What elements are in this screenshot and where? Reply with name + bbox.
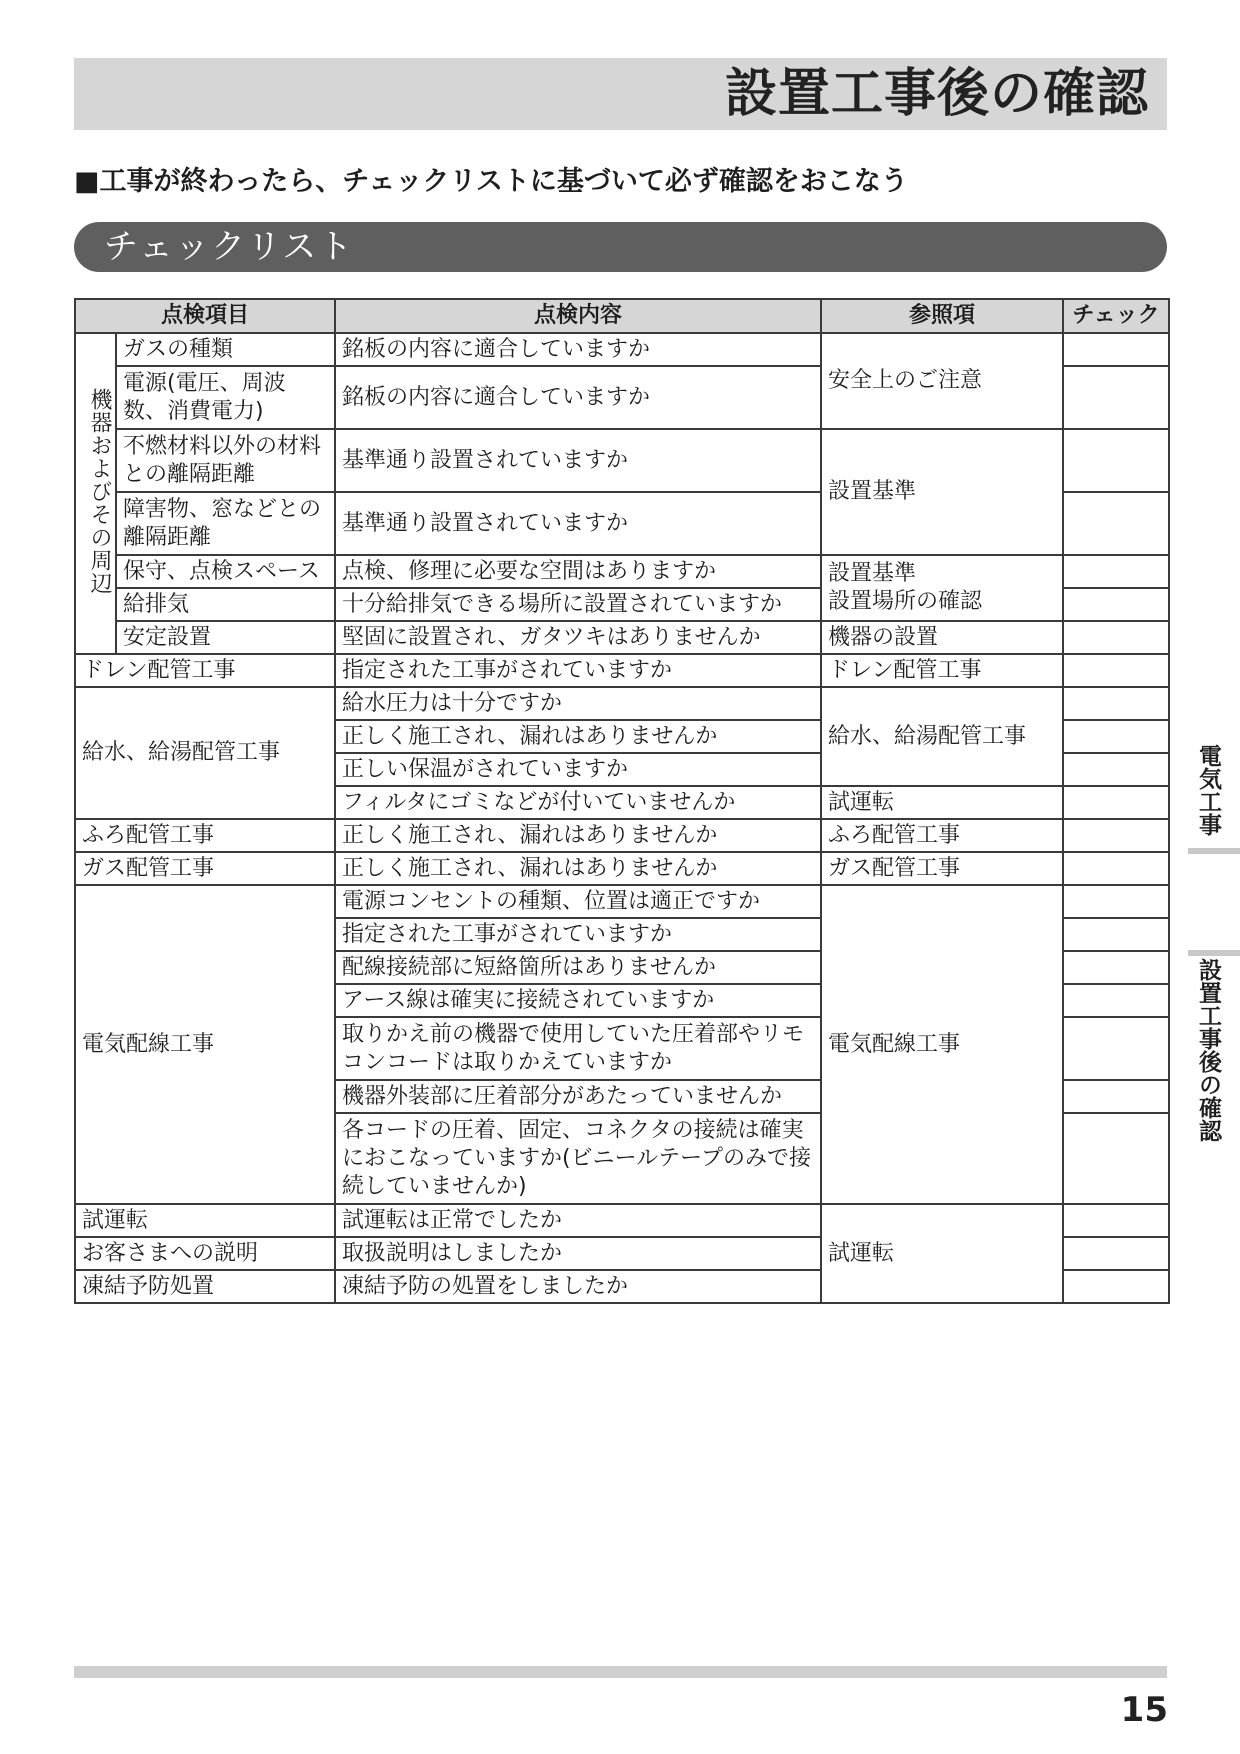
checklist-table	[74, 298, 1170, 1304]
check-box[interactable]	[1063, 1017, 1169, 1080]
check-box[interactable]	[1063, 492, 1169, 555]
check-box[interactable]	[1063, 720, 1169, 753]
check-box[interactable]	[1063, 621, 1169, 654]
table-row	[75, 1204, 1169, 1237]
item-cell: 試運転	[75, 1204, 335, 1237]
reference-line: 設置場所の確認	[828, 589, 983, 614]
check-box[interactable]	[1063, 1237, 1169, 1270]
table-row	[75, 621, 1169, 654]
page-title: 設置工事後の確認	[724, 64, 1149, 124]
table-row	[75, 333, 1169, 366]
section-label: チェックリスト	[104, 227, 355, 267]
item-cell: 凍結予防処置	[75, 1270, 335, 1303]
side-tab-post-install[interactable]	[1188, 958, 1228, 1142]
reference-cell	[821, 555, 1063, 621]
table-row	[75, 819, 1169, 852]
check-box[interactable]	[1063, 984, 1169, 1017]
reference-cell: 試運転	[821, 1204, 1063, 1303]
check-box[interactable]	[1063, 1113, 1169, 1204]
reference-cell: ドレン配管工事	[821, 654, 1063, 687]
content-cell: 正しく施工され、漏れはありませんか	[335, 852, 821, 885]
check-box[interactable]	[1063, 852, 1169, 885]
check-box[interactable]	[1063, 687, 1169, 720]
content-cell: 正しい保温がされていますか	[335, 753, 821, 786]
checklist-table-wrap	[74, 298, 1168, 1304]
content-cell: 点検、修理に必要な空間はありますか	[335, 555, 821, 588]
content-cell: 電源コンセントの種類、位置は適正ですか	[335, 885, 821, 918]
check-box[interactable]	[1063, 429, 1169, 492]
content-cell: 各コードの圧着、固定、コネクタの接続は確実におこなっていますか(ビニールテープのみで接続していませんか)	[335, 1113, 821, 1204]
content-cell: 試運転は正常でしたか	[335, 1204, 821, 1237]
content-cell: フィルタにゴミなどが付いていませんか	[335, 786, 821, 819]
item-cell: 障害物、窓などとの離隔距離	[116, 492, 335, 555]
table-row	[75, 654, 1169, 687]
check-box[interactable]	[1063, 654, 1169, 687]
reference-line: 設置基準	[828, 561, 917, 586]
content-cell: 正しく施工され、漏れはありませんか	[335, 720, 821, 753]
check-box[interactable]	[1063, 786, 1169, 819]
content-cell: 凍結予防の処置をしましたか	[335, 1270, 821, 1303]
side-divider	[1188, 950, 1240, 956]
side-tab-electric[interactable]	[1188, 744, 1228, 836]
table-row	[75, 885, 1169, 918]
content-cell: 堅固に設置され、ガタツキはありませんか	[335, 621, 821, 654]
header-check: チェック	[1063, 299, 1169, 333]
content-cell: 正しく施工され、漏れはありませんか	[335, 819, 821, 852]
reference-cell: 試運転	[821, 786, 1063, 819]
item-cell: 給排気	[116, 588, 335, 621]
side-tab-electric-label: 電気工事	[1195, 744, 1221, 836]
side-divider	[1188, 848, 1240, 854]
table-row	[75, 429, 1169, 492]
subheading: ■工事が終わったら、チェックリストに基づいて必ず確認をおこなう	[74, 166, 908, 197]
header-content: 点検内容	[335, 299, 821, 333]
item-cell: 給水、給湯配管工事	[75, 687, 335, 819]
content-cell: 配線接続部に短絡箇所はありませんか	[335, 951, 821, 984]
title-bar	[74, 58, 1167, 130]
item-cell: 安定設置	[116, 621, 335, 654]
item-cell: 電源(電圧、周波数、消費電力)	[116, 366, 335, 429]
check-box[interactable]	[1063, 1270, 1169, 1303]
check-box[interactable]	[1063, 1204, 1169, 1237]
content-cell: 指定された工事がされていますか	[335, 654, 821, 687]
group-label: 機器およびその周辺	[87, 388, 112, 595]
page-number: 15	[1120, 1690, 1168, 1730]
table-row	[75, 852, 1169, 885]
check-box[interactable]	[1063, 885, 1169, 918]
reference-cell: 電気配線工事	[821, 885, 1063, 1204]
side-tab-post-install-label: 設置工事後の確認	[1195, 958, 1221, 1142]
item-cell: 不燃材料以外の材料との離隔距離	[116, 429, 335, 492]
content-cell: 取扱説明はしましたか	[335, 1237, 821, 1270]
item-cell: ドレン配管工事	[75, 654, 335, 687]
item-cell: 電気配線工事	[75, 885, 335, 1204]
header-item: 点検項目	[75, 299, 335, 333]
reference-cell: 安全上のご注意	[821, 333, 1063, 429]
item-cell: ふろ配管工事	[75, 819, 335, 852]
check-box[interactable]	[1063, 366, 1169, 429]
footer-bar	[74, 1666, 1167, 1678]
table-header-row	[75, 299, 1169, 333]
content-cell: 基準通り設置されていますか	[335, 429, 821, 492]
section-header	[74, 222, 1167, 272]
reference-cell: ガス配管工事	[821, 852, 1063, 885]
check-box[interactable]	[1063, 951, 1169, 984]
reference-cell: 設置基準	[821, 429, 1063, 555]
content-cell: 給水圧力は十分ですか	[335, 687, 821, 720]
check-box[interactable]	[1063, 753, 1169, 786]
reference-cell: 給水、給湯配管工事	[821, 687, 1063, 786]
reference-cell: ふろ配管工事	[821, 819, 1063, 852]
item-cell: 保守、点検スペース	[116, 555, 335, 588]
check-box[interactable]	[1063, 918, 1169, 951]
check-box[interactable]	[1063, 1080, 1169, 1113]
content-cell: 機器外装部に圧着部分があたっていませんか	[335, 1080, 821, 1113]
check-box[interactable]	[1063, 555, 1169, 588]
group-cell	[75, 333, 116, 654]
content-cell: アース線は確実に接続されていますか	[335, 984, 821, 1017]
check-box[interactable]	[1063, 588, 1169, 621]
content-cell: 取りかえ前の機器で使用していた圧着部やリモコンコードは取りかえていますか	[335, 1017, 821, 1080]
content-cell: 十分給排気できる場所に設置されていますか	[335, 588, 821, 621]
item-cell: お客さまへの説明	[75, 1237, 335, 1270]
table-row	[75, 687, 1169, 720]
header-reference: 参照項	[821, 299, 1063, 333]
reference-cell: 機器の設置	[821, 621, 1063, 654]
content-cell: 指定された工事がされていますか	[335, 918, 821, 951]
content-cell: 銘板の内容に適合していますか	[335, 333, 821, 366]
content-cell: 銘板の内容に適合していますか	[335, 366, 821, 429]
item-cell: ガスの種類	[116, 333, 335, 366]
content-cell: 基準通り設置されていますか	[335, 492, 821, 555]
check-box[interactable]	[1063, 819, 1169, 852]
table-row	[75, 555, 1169, 588]
item-cell: ガス配管工事	[75, 852, 335, 885]
check-box[interactable]	[1063, 333, 1169, 366]
